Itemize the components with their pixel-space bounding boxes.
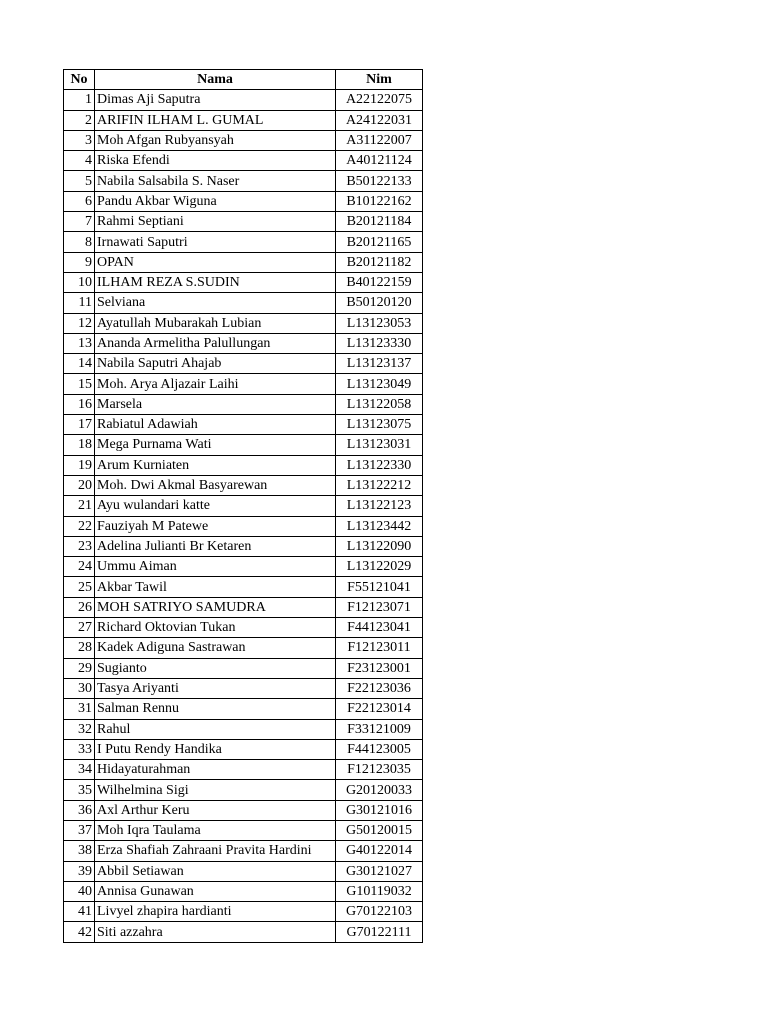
header-nama: Nama <box>95 70 336 90</box>
table-row <box>64 313 423 333</box>
cell-nim: L13123075 <box>336 415 423 435</box>
cell-no: 19 <box>64 455 95 475</box>
table-row <box>64 435 423 455</box>
cell-nama: Irnawati Saputri <box>95 232 336 252</box>
table-row <box>64 638 423 658</box>
cell-nama: Wilhelmina Sigi <box>95 780 336 800</box>
cell-no: 16 <box>64 394 95 414</box>
student-table <box>63 69 423 943</box>
cell-nim: L13123137 <box>336 354 423 374</box>
cell-nim: F23123001 <box>336 658 423 678</box>
cell-nim: G70122111 <box>336 922 423 942</box>
table-row <box>64 536 423 556</box>
cell-nim: F22123014 <box>336 699 423 719</box>
cell-nim: F12123071 <box>336 597 423 617</box>
cell-no: 29 <box>64 658 95 678</box>
cell-no: 42 <box>64 922 95 942</box>
cell-nim: G70122103 <box>336 902 423 922</box>
table-row <box>64 902 423 922</box>
cell-nim: L13122058 <box>336 394 423 414</box>
table-row <box>64 800 423 820</box>
table-row <box>64 861 423 881</box>
cell-nama: Axl Arthur Keru <box>95 800 336 820</box>
cell-nama: Richard Oktovian Tukan <box>95 618 336 638</box>
cell-nim: B10122162 <box>336 191 423 211</box>
cell-nim: A24122031 <box>336 110 423 130</box>
cell-nim: L13123031 <box>336 435 423 455</box>
cell-nama: Erza Shafiah Zahraani Pravita Hardini <box>95 841 336 861</box>
cell-nim: L13123330 <box>336 333 423 353</box>
cell-nama: Salman Rennu <box>95 699 336 719</box>
table-row <box>64 496 423 516</box>
cell-nim: G20120033 <box>336 780 423 800</box>
cell-nama: Annisa Gunawan <box>95 881 336 901</box>
cell-nama: Moh Iqra Taulama <box>95 820 336 840</box>
cell-nim: G30121027 <box>336 861 423 881</box>
cell-no: 35 <box>64 780 95 800</box>
cell-nama: Moh. Dwi Akmal Basyarewan <box>95 475 336 495</box>
cell-no: 22 <box>64 516 95 536</box>
cell-nim: G10119032 <box>336 881 423 901</box>
cell-no: 37 <box>64 820 95 840</box>
cell-nim: L13123442 <box>336 516 423 536</box>
cell-nama: Ayu wulandari katte <box>95 496 336 516</box>
cell-nim: A31122007 <box>336 130 423 150</box>
cell-no: 30 <box>64 678 95 698</box>
table-row <box>64 678 423 698</box>
cell-nama: Selviana <box>95 293 336 313</box>
table-header-row <box>64 70 423 90</box>
table-row <box>64 475 423 495</box>
cell-nim: L13122029 <box>336 557 423 577</box>
cell-nim: G40122014 <box>336 841 423 861</box>
table-body <box>64 90 423 942</box>
cell-no: 5 <box>64 171 95 191</box>
table-row <box>64 252 423 272</box>
cell-no: 9 <box>64 252 95 272</box>
cell-no: 21 <box>64 496 95 516</box>
cell-no: 24 <box>64 557 95 577</box>
cell-nama: Rahul <box>95 719 336 739</box>
header-no: No <box>64 70 95 90</box>
cell-nim: F22123036 <box>336 678 423 698</box>
table-row <box>64 151 423 171</box>
cell-nama: Nabila Salsabila S. Naser <box>95 171 336 191</box>
cell-no: 11 <box>64 293 95 313</box>
cell-no: 33 <box>64 739 95 759</box>
cell-nama: Moh Afgan Rubyansyah <box>95 130 336 150</box>
cell-nim: F55121041 <box>336 577 423 597</box>
cell-no: 25 <box>64 577 95 597</box>
table-row <box>64 597 423 617</box>
cell-no: 38 <box>64 841 95 861</box>
cell-nama: Mega Purnama Wati <box>95 435 336 455</box>
cell-nama: Pandu Akbar Wiguna <box>95 191 336 211</box>
cell-nim: B50120120 <box>336 293 423 313</box>
table-row <box>64 841 423 861</box>
cell-no: 17 <box>64 415 95 435</box>
cell-nim: L13122123 <box>336 496 423 516</box>
cell-nama: Siti azzahra <box>95 922 336 942</box>
cell-no: 27 <box>64 618 95 638</box>
cell-nama: Fauziyah M Patewe <box>95 516 336 536</box>
cell-nama: MOH SATRIYO SAMUDRA <box>95 597 336 617</box>
table-row <box>64 171 423 191</box>
cell-no: 1 <box>64 90 95 110</box>
cell-no: 12 <box>64 313 95 333</box>
cell-no: 8 <box>64 232 95 252</box>
cell-no: 26 <box>64 597 95 617</box>
cell-no: 23 <box>64 536 95 556</box>
table-row <box>64 719 423 739</box>
cell-nama: Tasya Ariyanti <box>95 678 336 698</box>
cell-no: 18 <box>64 435 95 455</box>
cell-nim: L13122090 <box>336 536 423 556</box>
cell-nim: L13123049 <box>336 374 423 394</box>
cell-no: 10 <box>64 272 95 292</box>
cell-no: 32 <box>64 719 95 739</box>
cell-no: 13 <box>64 333 95 353</box>
cell-no: 15 <box>64 374 95 394</box>
cell-nim: A22122075 <box>336 90 423 110</box>
cell-nama: Kadek Adiguna Sastrawan <box>95 638 336 658</box>
cell-nama: Ananda Armelitha Palullungan <box>95 333 336 353</box>
cell-nama: Rabiatul Adawiah <box>95 415 336 435</box>
table-row <box>64 516 423 536</box>
cell-nama: Arum Kurniaten <box>95 455 336 475</box>
cell-no: 28 <box>64 638 95 658</box>
table-row <box>64 455 423 475</box>
cell-nim: G50120015 <box>336 820 423 840</box>
table-row <box>64 618 423 638</box>
table-row <box>64 577 423 597</box>
table-row <box>64 90 423 110</box>
cell-nama: Akbar Tawil <box>95 577 336 597</box>
cell-nama: Abbil Setiawan <box>95 861 336 881</box>
table-row <box>64 232 423 252</box>
table-row <box>64 922 423 942</box>
cell-nim: F44123005 <box>336 739 423 759</box>
cell-nama: I Putu Rendy Handika <box>95 739 336 759</box>
cell-nim: B20121182 <box>336 252 423 272</box>
cell-nama: Hidayaturahman <box>95 760 336 780</box>
cell-no: 40 <box>64 881 95 901</box>
table-row <box>64 780 423 800</box>
cell-nama: Marsela <box>95 394 336 414</box>
cell-no: 14 <box>64 354 95 374</box>
table-row <box>64 130 423 150</box>
cell-nim: B20121165 <box>336 232 423 252</box>
cell-nim: A40121124 <box>336 151 423 171</box>
cell-no: 31 <box>64 699 95 719</box>
table-row <box>64 739 423 759</box>
cell-no: 39 <box>64 861 95 881</box>
cell-no: 36 <box>64 800 95 820</box>
cell-nim: F12123035 <box>336 760 423 780</box>
cell-nim: F33121009 <box>336 719 423 739</box>
table-row <box>64 212 423 232</box>
cell-nama: Dimas Aji Saputra <box>95 90 336 110</box>
table-row <box>64 820 423 840</box>
cell-nim: G30121016 <box>336 800 423 820</box>
cell-nama: Rahmi Septiani <box>95 212 336 232</box>
cell-nama: Riska Efendi <box>95 151 336 171</box>
cell-no: 41 <box>64 902 95 922</box>
cell-no: 2 <box>64 110 95 130</box>
cell-nama: Adelina Julianti Br Ketaren <box>95 536 336 556</box>
table-row <box>64 760 423 780</box>
table-row <box>64 557 423 577</box>
cell-nama: Moh. Arya Aljazair Laihi <box>95 374 336 394</box>
cell-nama: Livyel zhapira hardianti <box>95 902 336 922</box>
cell-nama: ILHAM REZA S.SUDIN <box>95 272 336 292</box>
cell-nama: OPAN <box>95 252 336 272</box>
cell-nama: Sugianto <box>95 658 336 678</box>
cell-no: 20 <box>64 475 95 495</box>
cell-nim: F12123011 <box>336 638 423 658</box>
table-row <box>64 881 423 901</box>
table-row <box>64 658 423 678</box>
table-row <box>64 374 423 394</box>
cell-nim: F44123041 <box>336 618 423 638</box>
cell-nim: L13123053 <box>336 313 423 333</box>
cell-nama: Nabila Saputri Ahajab <box>95 354 336 374</box>
cell-no: 6 <box>64 191 95 211</box>
table-row <box>64 415 423 435</box>
table-row <box>64 394 423 414</box>
cell-nim: L13122212 <box>336 475 423 495</box>
cell-nim: B40122159 <box>336 272 423 292</box>
table-row <box>64 110 423 130</box>
cell-no: 4 <box>64 151 95 171</box>
cell-nim: B20121184 <box>336 212 423 232</box>
cell-no: 34 <box>64 760 95 780</box>
cell-nama: ARIFIN ILHAM L. GUMAL <box>95 110 336 130</box>
cell-nim: B50122133 <box>336 171 423 191</box>
cell-nama: Ummu Aiman <box>95 557 336 577</box>
table-row <box>64 699 423 719</box>
table-row <box>64 354 423 374</box>
cell-nim: L13122330 <box>336 455 423 475</box>
header-nim: Nim <box>336 70 423 90</box>
table-row <box>64 272 423 292</box>
table-row <box>64 333 423 353</box>
cell-no: 7 <box>64 212 95 232</box>
cell-nama: Ayatullah Mubarakah Lubian <box>95 313 336 333</box>
table-row <box>64 191 423 211</box>
table-row <box>64 293 423 313</box>
cell-no: 3 <box>64 130 95 150</box>
